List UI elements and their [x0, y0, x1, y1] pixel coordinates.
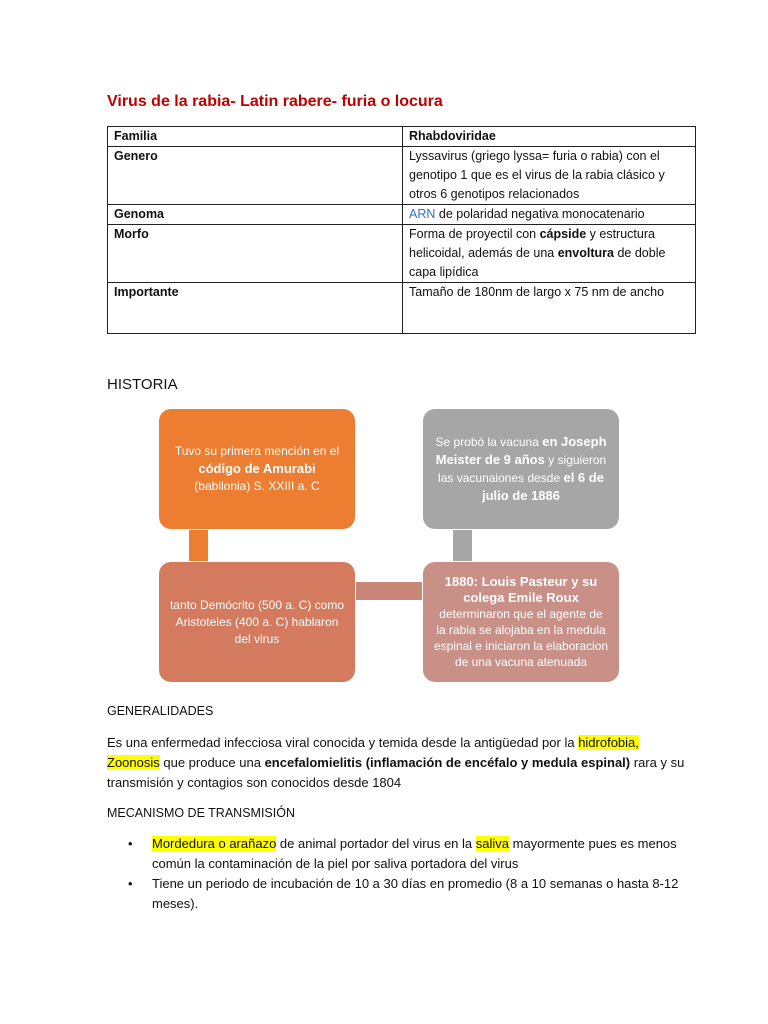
- historia-box-pasteur: [423, 562, 619, 682]
- mec-highlight-1: Mordedura o arañazo: [152, 836, 277, 851]
- connector-vertical-right: [453, 530, 472, 561]
- morfo-envoltura: envoltura: [557, 246, 614, 260]
- box1-text-c: (babilonia) S. XXIII a. C: [194, 479, 320, 493]
- genoma-value: [403, 205, 696, 225]
- box2-text-c: y siguieron las vacunaiones desde: [438, 453, 607, 485]
- virus-info-table: [107, 126, 696, 334]
- connector-horizontal: [356, 582, 422, 600]
- historia-heading: HISTORIA: [107, 376, 178, 393]
- mec-highlight-2: saliva: [475, 836, 510, 851]
- importante-value: Tamaño de 180nm de largo x 75 nm de ancho: [403, 283, 696, 334]
- morfo-text-1: Forma de proyectil con: [409, 227, 540, 241]
- familia-value: [403, 127, 696, 147]
- gen-bold-1: encefalomielitis (inflamación de encéfalo y medula espinal): [264, 755, 631, 770]
- morfo-text-2: y estructura helicoidal, además de una: [409, 227, 655, 260]
- gen-text-2: que produce una: [159, 755, 265, 770]
- bullet-icon: •: [128, 836, 133, 851]
- table-row: [108, 225, 696, 283]
- gen-highlight-1: hidrofobia, Zoonosis: [107, 735, 639, 770]
- list-item: [107, 874, 687, 914]
- document-title: Virus de la rabia- Latin rabere- furia o locura: [107, 93, 443, 110]
- box1-text: [169, 443, 345, 478]
- historia-box-amurabi: [159, 409, 355, 529]
- morfo-label: Morfo: [108, 225, 403, 283]
- genero-label: Genero: [108, 147, 403, 205]
- mec-text-1: de animal portador del virus en la: [276, 836, 476, 851]
- genero-value: Lyssavirus (griego lyssa= furia o rabia) con el genotipo 1 que es el virus de la rabia clásico y otros 6 genotipos relacionados: [403, 147, 696, 205]
- familia-value-text: Rhabdoviridae: [409, 129, 496, 143]
- historia-box-democrito: [159, 562, 355, 682]
- generalidades-heading: GENERALIDADES: [107, 704, 214, 718]
- arn-text: ARN: [409, 207, 436, 221]
- generalidades-paragraph: [107, 733, 687, 793]
- mecanismo-heading: MECANISMO DE TRANSMISIÓN: [107, 806, 295, 820]
- table-row: [108, 147, 696, 205]
- list-item: [107, 834, 687, 874]
- gen-text-1: Es una enfermedad infecciosa viral conocida y temida desde la antigüedad por la: [107, 735, 579, 750]
- morfo-value: [403, 225, 696, 283]
- table-row: [108, 283, 696, 334]
- historia-box-vacuna: [423, 409, 619, 529]
- bullet-icon: •: [128, 876, 133, 891]
- mec-text-2: mayormente pues es menos común la contaminación de la piel por saliva portadora del virus: [152, 836, 677, 871]
- box3-text: tanto Demócrito (500 a. C) como Aristoteles (400 a. C) hablaron del virus: [169, 597, 345, 646]
- box1-text-b: código de Amurabi: [198, 461, 316, 476]
- box2-text-d: el 6 de julio de 1886: [481, 470, 604, 503]
- table-row: [108, 205, 696, 225]
- box2-text-a: Se probó la vacuna: [435, 435, 543, 449]
- connector-vertical-left: [189, 530, 208, 561]
- genoma-rest-text: de polaridad negativa monocatenario: [435, 207, 645, 221]
- box2-text: [433, 433, 609, 505]
- box1-text-a: Tuvo su primera mención en el: [174, 444, 340, 458]
- morfo-text-3: de doble capa lipídica: [409, 246, 666, 279]
- familia-label: Familia: [108, 127, 403, 147]
- genoma-label: Genoma: [108, 205, 403, 225]
- box4-text-b: determinaron que el agente de la rabia se alojaba en la medula espinal e iniciaron la elaboracion de una vacuna atenuada: [433, 607, 609, 669]
- morfo-capside: cápside: [539, 227, 587, 241]
- importante-label: Importante: [108, 283, 403, 334]
- box4-text-a: 1880: Louis Pasteur y su colega Emile Roux: [444, 574, 598, 605]
- mec-text-3: Tiene un periodo de incubación de 10 a 30 días en promedio (8 a 10 semanas o hasta 8-12 meses).: [152, 876, 679, 911]
- mecanismo-list: [107, 834, 687, 914]
- gen-text-3: rara y su transmisión y contagios son conocidos desde 1804: [107, 755, 685, 790]
- box2-text-b: en Joseph Meister de 9 años: [435, 434, 607, 467]
- table-row: [108, 127, 696, 147]
